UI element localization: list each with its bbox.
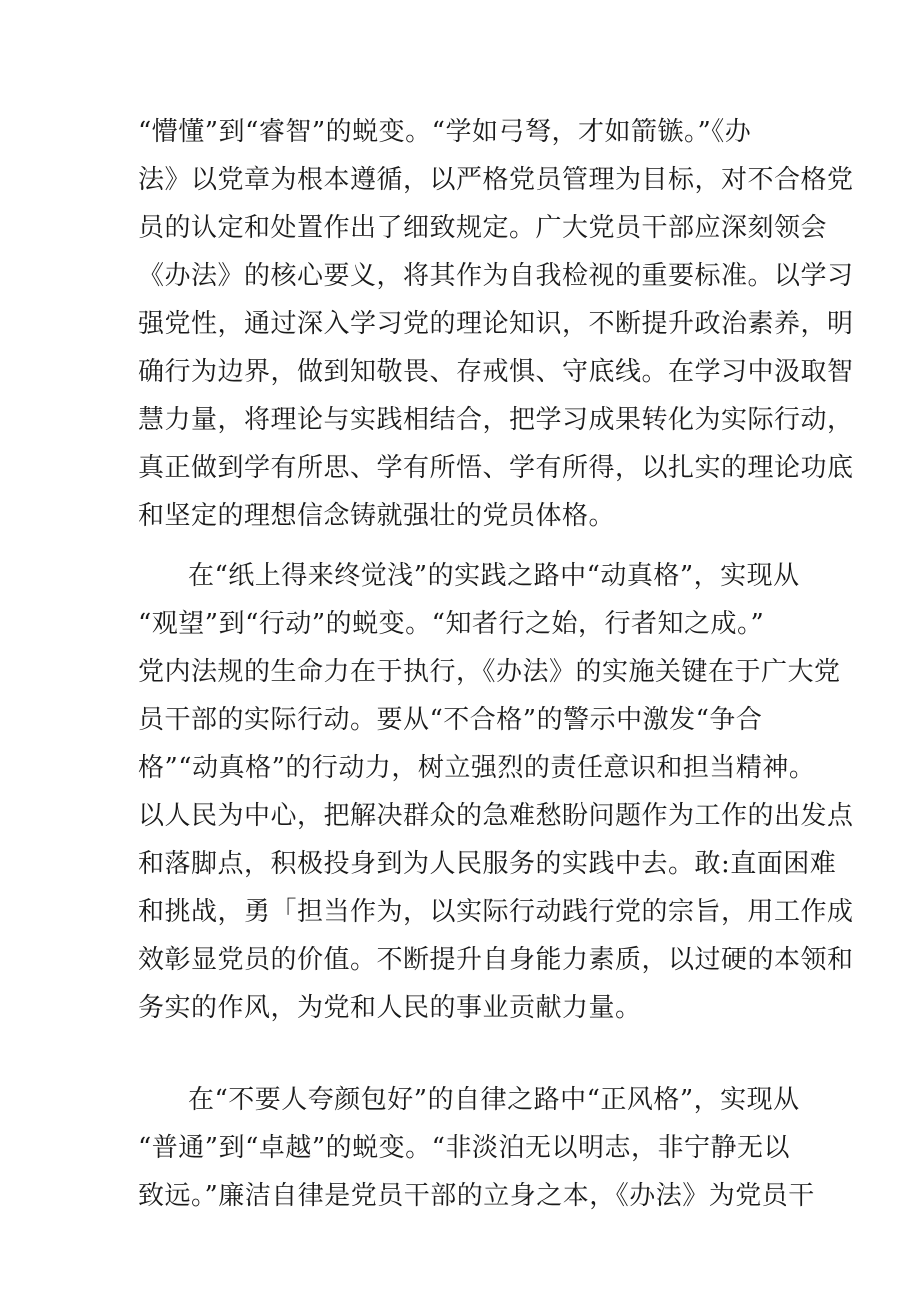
text-line: 在“不要人夸颜包好”的自律之路中“正风格”，实现从 bbox=[188, 1085, 800, 1115]
text-line: 和落脚点，积极投身到为人民服务的实践中去。敢:直面困难 bbox=[138, 849, 837, 879]
paragraph-3 bbox=[138, 1076, 815, 1220]
text-line: 在“纸上得来终觉浅”的实践之路中“动真格”，实现从 bbox=[188, 561, 800, 591]
text-line: 《办法》的核心要义，将其作为自我检视的重要标准。以学习 bbox=[138, 261, 854, 291]
text-line: 和坚定的理想信念铸就强壮的党员体格。 bbox=[138, 501, 616, 531]
text-line: “观望”到“行动”的蜕变。“知者行之始，行者知之成。” bbox=[138, 609, 765, 639]
text-line: “普通”到“卓越”的蜕变。“非淡泊无以明志，非宁静无以 bbox=[138, 1133, 790, 1163]
text-line: 确行为边界，做到知敬畏、存戒惧、守底线。在学习中汲取智 bbox=[138, 357, 854, 387]
text-line: 法》以党章为根本遵循，以严格党员管理为目标，对不合格党 bbox=[138, 165, 854, 195]
text-line: 员的认定和处置作出了细致规定。广大党员干部应深刻领会 bbox=[138, 213, 828, 243]
text-line: 真正做到学有所思、学有所悟、学有所得，以扎实的理论功底 bbox=[138, 453, 854, 483]
text-line: 以人民为中心，把解决群众的急难愁盼问题作为工作的出发点 bbox=[138, 801, 854, 831]
text-line: 党内法规的生命力在于执行，《办法》的实施关键在于广大党 bbox=[138, 657, 841, 687]
text-line: 强党性，通过深入学习党的理论知识，不断提升政治素养，明 bbox=[138, 309, 854, 339]
text-line: 格”“动真格”的行动力，树立强烈的责任意识和担当精神。 bbox=[138, 753, 816, 783]
text-line: 务实的作风，为党和人民的事业贡献力量。 bbox=[138, 993, 642, 1023]
paragraph-1 bbox=[138, 108, 854, 540]
text-line: “懵懂”到“睿智”的蜕变。“学如弓弩，才如箭镞。”《办 bbox=[138, 117, 752, 147]
text-line: 效彰显党员的价值。不断提升自身能力素质，以过硬的本领和 bbox=[138, 945, 854, 975]
text-line: 员干部的实际行动。要从“不合格”的警示中激发“争合 bbox=[138, 705, 763, 735]
text-line: 慧力量，将理论与实践相结合，把学习成果转化为实际行动， bbox=[138, 405, 854, 435]
paragraph-2 bbox=[138, 552, 854, 1032]
text-line: 和挑战，勇「担当作为，以实际行动践行党的宗旨，用工作成 bbox=[138, 897, 854, 927]
text-line: 致远。”廉洁自律是党员干部的立身之本，《办法》为党员干 bbox=[138, 1181, 815, 1211]
